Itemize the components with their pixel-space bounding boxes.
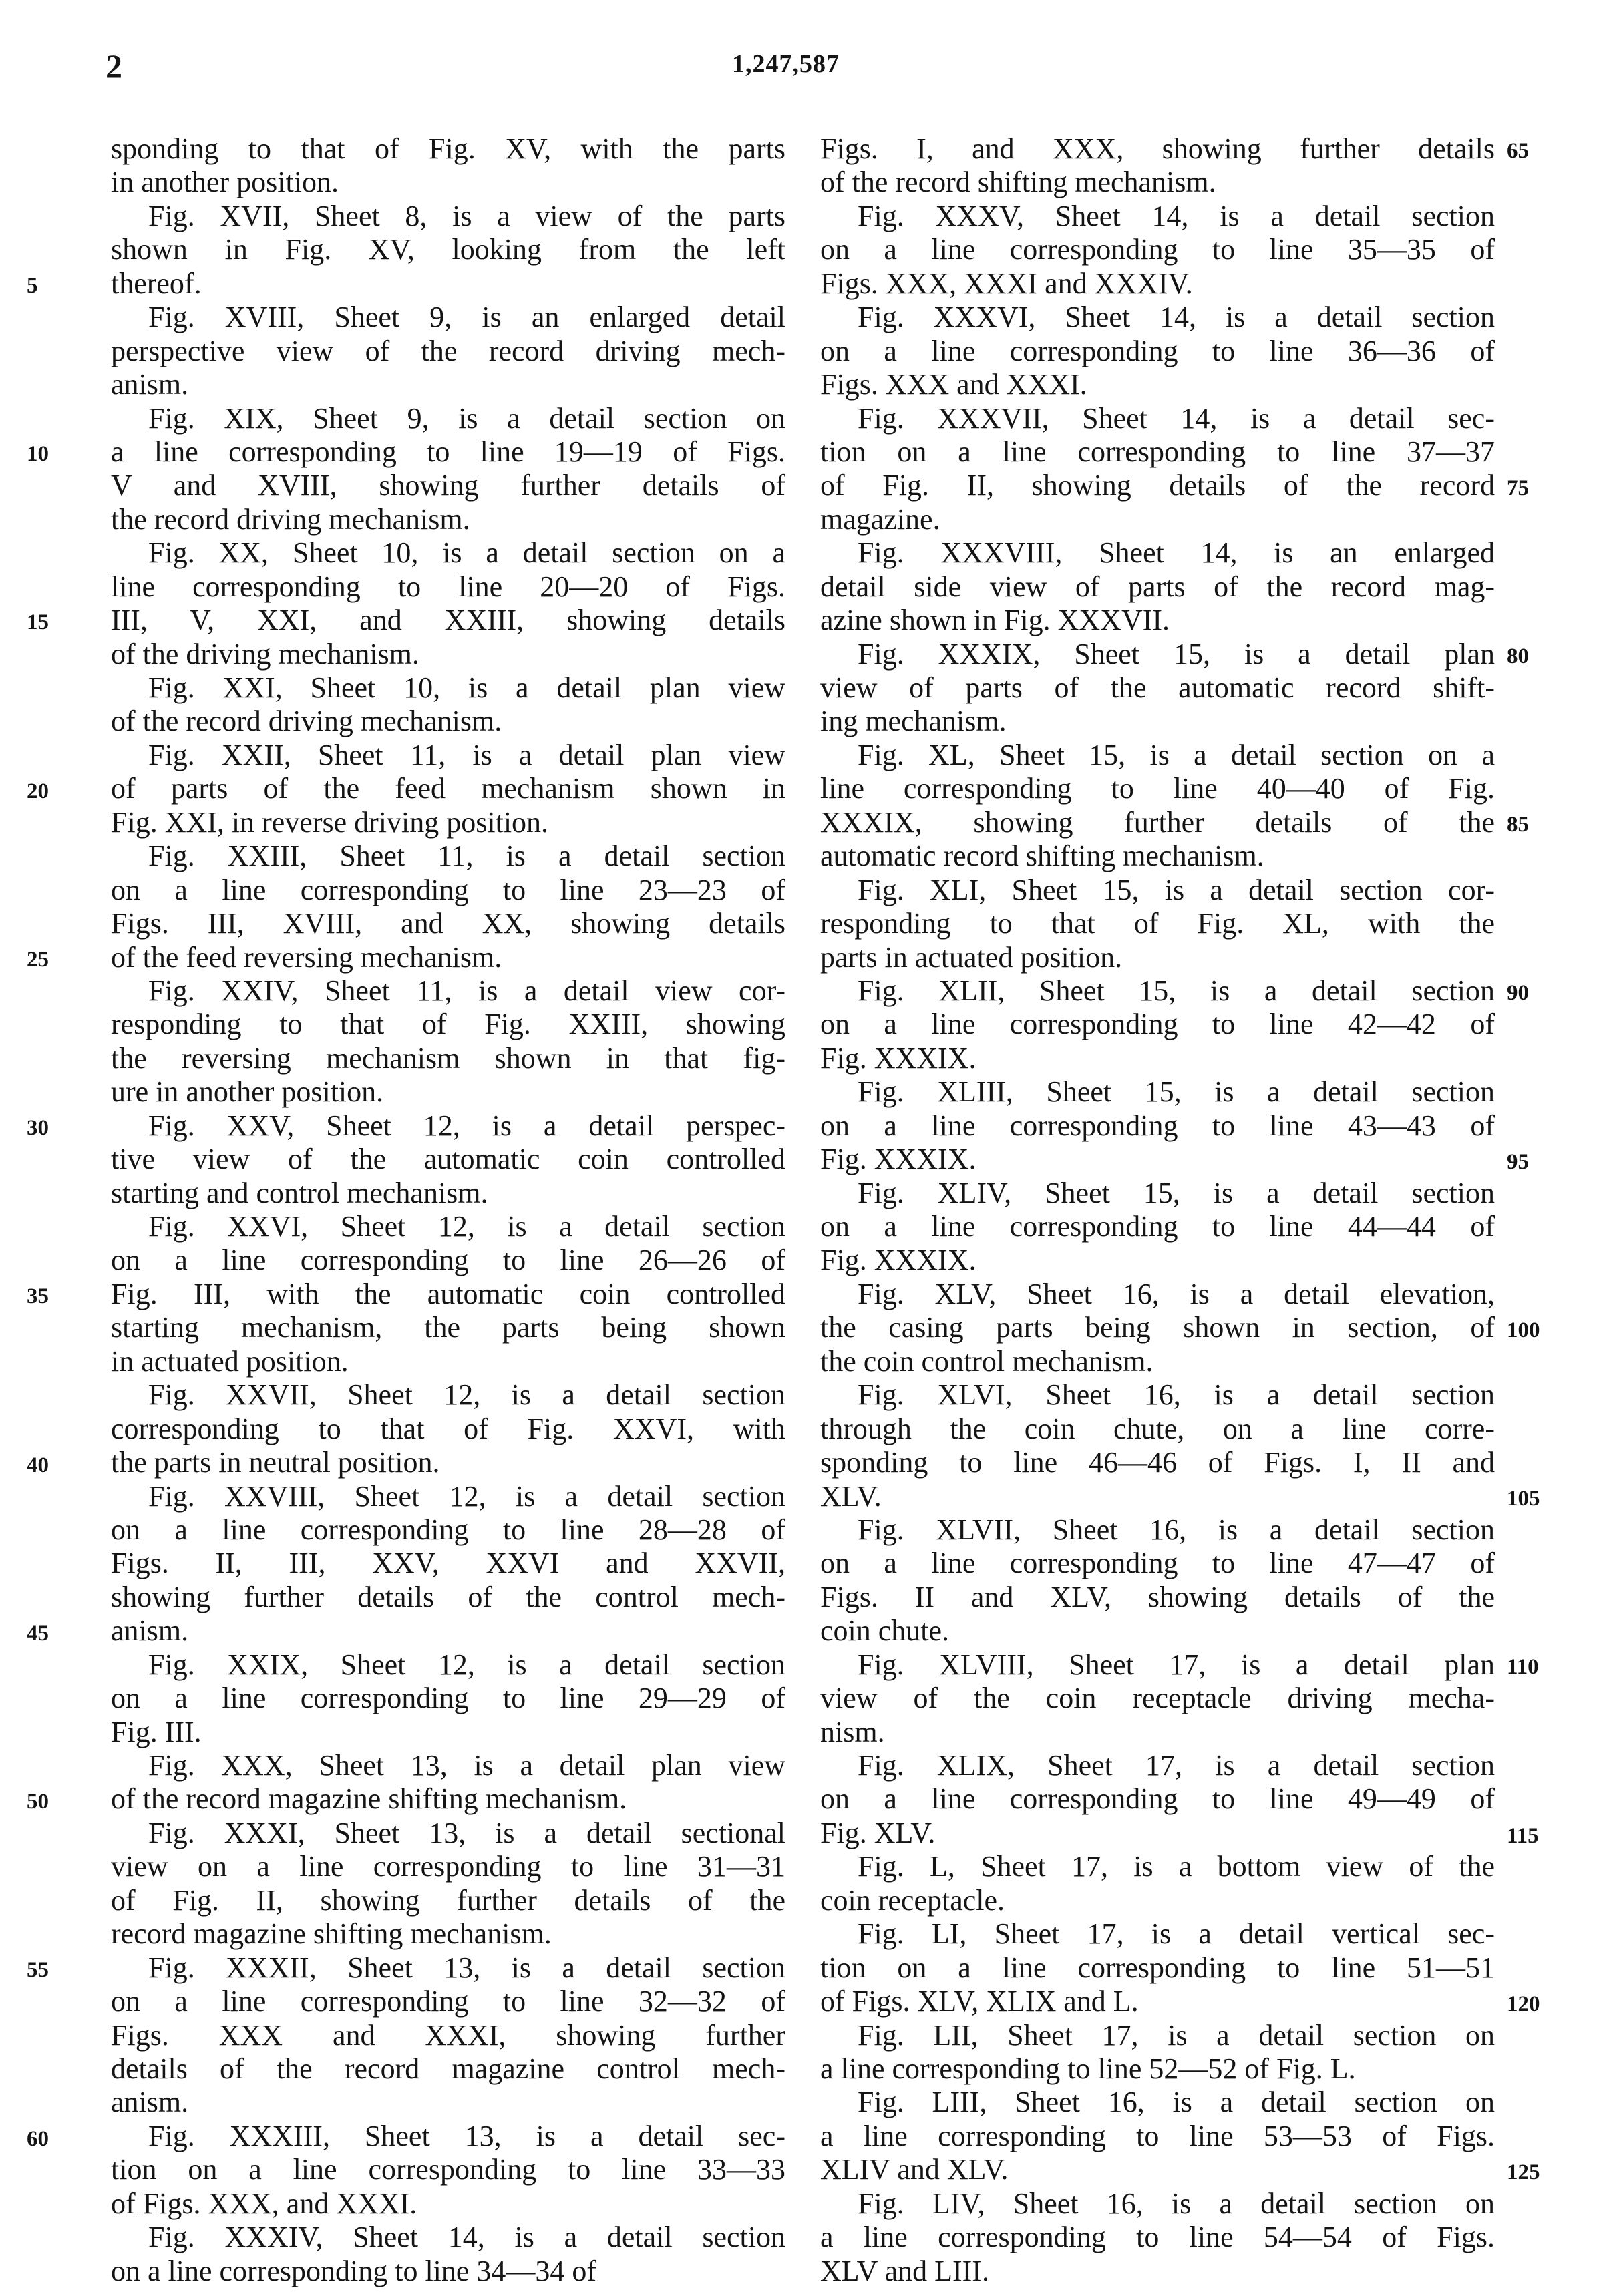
line-number: 95 — [1507, 1149, 1529, 1174]
text-line: Fig. XXXII, Sheet 13, is a detail section — [148, 1951, 785, 1984]
text-line: responding to that of Fig. XXIII, showing — [111, 1008, 785, 1041]
text-line: Fig. XXXVII, Sheet 14, is a detail sec- — [858, 401, 1495, 435]
line-number: 45 — [27, 1621, 49, 1646]
text-line: the parts in neutral position. — [111, 1446, 440, 1479]
text-line: Fig. XXXVIII, Sheet 14, is an enlarged — [858, 536, 1495, 570]
text-line: in another position. — [111, 166, 339, 199]
text-line: on a line corresponding to line 42—42 of — [820, 1008, 1495, 1041]
text-line: Fig. XLIV, Sheet 15, is a detail section — [858, 1176, 1495, 1209]
text-line: Figs. I, and XXX, showing further details — [820, 132, 1495, 165]
text-line: Fig. XXI, Sheet 10, is a detail plan view — [148, 671, 785, 704]
text-line: thereof. — [111, 266, 202, 300]
text-line: showing further details of the control mech- — [111, 1580, 785, 1613]
text-line: XXXIX, showing further details of the — [820, 805, 1495, 839]
text-line: starting mechanism, the parts being shown — [111, 1311, 785, 1344]
line-number: 100 — [1507, 1318, 1540, 1342]
text-line: ure in another position. — [111, 1075, 384, 1109]
text-line: Fig. LIII, Sheet 16, is a detail section on — [858, 2086, 1495, 2119]
text-line: Fig. XVIII, Sheet 9, is an enlarged detail — [148, 301, 785, 334]
text-line: Fig. XLIII, Sheet 15, is a detail section — [858, 1075, 1495, 1109]
text-line: view on a line corresponding to line 31—31 — [111, 1850, 785, 1883]
text-line: automatic record shifting mechanism. — [820, 839, 1264, 873]
text-line: magazine. — [820, 502, 940, 536]
line-number: 35 — [27, 1284, 49, 1309]
text-line: Fig. XLVII, Sheet 16, is a detail section — [858, 1513, 1495, 1546]
text-line: Fig. XLVI, Sheet 16, is a detail section — [858, 1378, 1495, 1412]
text-line: a line corresponding to line 19—19 of Figs. — [111, 435, 785, 468]
line-number: 90 — [1507, 981, 1529, 1006]
text-line: XLIV and XLV. — [820, 2153, 1009, 2186]
text-line: Fig. XXIX, Sheet 12, is a detail section — [148, 1648, 785, 1681]
text-line: Fig. XL, Sheet 15, is a detail section on a — [858, 738, 1495, 771]
text-line: anism. — [111, 1614, 189, 1648]
text-line: Figs. XXX, XXXI and XXXIV. — [820, 266, 1193, 300]
text-line: Fig. XXXV, Sheet 14, is a detail section — [858, 199, 1495, 232]
text-line: Fig. XLII, Sheet 15, is a detail section — [858, 974, 1495, 1007]
text-line: on a line corresponding to line 23—23 of — [111, 873, 785, 906]
text-line: on a line corresponding to line 34—34 of — [111, 2254, 597, 2287]
text-line: Fig. XXX, Sheet 13, is a detail plan view — [148, 1749, 785, 1782]
text-line: through the coin chute, on a line corre- — [820, 1412, 1495, 1445]
text-line: Fig. XX, Sheet 10, is a detail section on a — [148, 536, 785, 570]
line-number: 125 — [1507, 2160, 1540, 2184]
text-line: Fig. XXXVI, Sheet 14, is a detail section — [858, 301, 1495, 334]
text-line: Fig. LI, Sheet 17, is a detail vertical sec- — [858, 1917, 1495, 1951]
line-number: 75 — [1507, 475, 1529, 500]
text-line: Fig. XXXIX. — [820, 1243, 976, 1277]
text-line: Fig. III. — [111, 1715, 202, 1748]
text-line: Fig. XXV, Sheet 12, is a detail perspec- — [148, 1109, 785, 1142]
text-line: of the record magazine shifting mechanism. — [111, 1782, 627, 1816]
text-line: nism. — [820, 1715, 885, 1748]
line-number: 30 — [27, 1116, 49, 1141]
text-line: of the record shifting mechanism. — [820, 166, 1216, 199]
text-line: Fig. XLIX, Sheet 17, is a detail section — [858, 1749, 1495, 1782]
text-line: on a line corresponding to line 26—26 of — [111, 1243, 785, 1277]
text-line: Figs. III, XVIII, and XX, showing details — [111, 907, 785, 940]
text-line: Fig. XLV, Sheet 16, is a detail elevation, — [858, 1277, 1495, 1310]
text-line: on a line corresponding to line 47—47 of — [820, 1547, 1495, 1580]
line-number: 110 — [1507, 1655, 1539, 1680]
line-number: 105 — [1507, 1487, 1540, 1511]
page-number: 2 — [106, 47, 122, 85]
text-line: sponding to line 46—46 of Figs. I, II and — [820, 1446, 1495, 1479]
text-line: Fig. XXXI, Sheet 13, is a detail sectional — [148, 1816, 785, 1849]
text-line: in actuated position. — [111, 1344, 349, 1378]
line-number: 25 — [27, 947, 49, 972]
text-line: the record driving mechanism. — [111, 502, 470, 536]
text-line: a line corresponding to line 54—54 of Figs. — [820, 2221, 1495, 2254]
line-number: 55 — [27, 1958, 49, 1983]
text-line: view of the coin receptacle driving mecha- — [820, 1682, 1495, 1715]
line-number: 40 — [27, 1453, 49, 1477]
line-number: 60 — [27, 2126, 49, 2151]
text-line: view of parts of the automatic record shift- — [820, 671, 1495, 704]
text-line: of the record driving mechanism. — [111, 705, 502, 738]
left-text-column — [111, 132, 785, 2288]
text-line: Fig. XXIII, Sheet 11, is a detail section — [148, 839, 785, 873]
text-line: Fig. XLV. — [820, 1816, 936, 1849]
text-line: a line corresponding to line 52—52 of Fig. L. — [820, 2052, 1356, 2085]
text-line: Fig. XXXIX. — [820, 1143, 976, 1176]
text-line: anism. — [111, 368, 189, 401]
text-line: Fig. XXXIX, Sheet 15, is a detail plan — [858, 637, 1495, 671]
text-line: Fig. XXII, Sheet 11, is a detail plan view — [148, 738, 785, 771]
text-line: tion on a line corresponding to line 37—37 — [820, 435, 1495, 468]
line-number: 65 — [1507, 139, 1529, 163]
text-line: on a line corresponding to line 35—35 of — [820, 233, 1495, 266]
text-line: tion on a line corresponding to line 51—51 — [820, 1951, 1495, 1984]
text-line: of parts of the feed mechanism shown in — [111, 772, 785, 805]
line-number: 5 — [27, 273, 38, 298]
line-number: 15 — [27, 610, 49, 635]
text-line: XLV and LIII. — [820, 2254, 989, 2287]
text-line: Fig. XLVIII, Sheet 17, is a detail plan — [858, 1648, 1495, 1681]
right-text-column — [820, 132, 1495, 2288]
text-line: Fig. III, with the automatic coin controlled — [111, 1277, 785, 1310]
text-line: on a line corresponding to line 44—44 of — [820, 1210, 1495, 1243]
text-line: on a line corresponding to line 32—32 of — [111, 1985, 785, 2018]
line-number: 80 — [1507, 644, 1529, 668]
line-number: 20 — [27, 779, 49, 803]
text-line: Fig. XIX, Sheet 9, is a detail section on — [148, 401, 785, 435]
text-line: Fig. XXXIII, Sheet 13, is a detail sec- — [148, 2119, 785, 2152]
text-line: of the driving mechanism. — [111, 637, 419, 671]
text-line: Figs. II, III, XXV, XXVI and XXVII, — [111, 1547, 785, 1580]
text-line: Fig. XXVII, Sheet 12, is a detail section — [148, 1378, 785, 1412]
text-line: V and XVIII, showing further details of — [111, 469, 785, 502]
text-line: the reversing mechanism shown in that fig- — [111, 1041, 785, 1075]
text-line: XLV. — [820, 1479, 882, 1513]
text-line: ing mechanism. — [820, 705, 1007, 738]
text-line: parts in actuated position. — [820, 940, 1123, 974]
text-line: Fig. XLI, Sheet 15, is a detail section cor- — [858, 873, 1495, 906]
text-line: on a line corresponding to line 29—29 of — [111, 1682, 785, 1715]
text-line: coin chute. — [820, 1614, 950, 1648]
text-line: a line corresponding to line 53—53 of Figs. — [820, 2119, 1495, 2152]
text-line: starting and control mechanism. — [111, 1176, 488, 1209]
line-number: 85 — [1507, 813, 1529, 837]
text-line: Figs. XXX and XXXI. — [820, 368, 1087, 401]
text-line: coin receptacle. — [820, 1883, 1005, 1917]
line-number: 50 — [27, 1790, 49, 1814]
line-number: 10 — [27, 442, 49, 467]
text-line: Figs. II and XLV, showing details of the — [820, 1580, 1495, 1613]
text-line: Fig. XXIV, Sheet 11, is a detail view cor- — [148, 974, 785, 1007]
text-line: line corresponding to line 40—40 of Fig. — [820, 772, 1495, 805]
text-line: azine shown in Fig. XXXVII. — [820, 604, 1170, 637]
text-line: shown in Fig. XV, looking from the left — [111, 233, 785, 266]
text-line: Figs. XXX and XXXI, showing further — [111, 2018, 785, 2052]
text-line: line corresponding to line 20—20 of Figs. — [111, 570, 785, 603]
text-line: Fig. LIV, Sheet 16, is a detail section on — [858, 2186, 1495, 2220]
text-line: perspective view of the record driving mech- — [111, 334, 785, 367]
text-line: on a line corresponding to line 36—36 of — [820, 334, 1495, 367]
text-line: tion on a line corresponding to line 33—33 — [111, 2153, 785, 2186]
text-line: record magazine shifting mechanism. — [111, 1917, 552, 1951]
text-line: of Fig. II, showing details of the record — [820, 469, 1495, 502]
text-line: tive view of the automatic coin controlled — [111, 1143, 785, 1176]
text-line: Fig. LII, Sheet 17, is a detail section on — [858, 2018, 1495, 2052]
text-line: on a line corresponding to line 43—43 of — [820, 1109, 1495, 1142]
text-line: of Figs. XXX, and XXXI. — [111, 2186, 417, 2220]
text-line: Fig. XXI, in reverse driving position. — [111, 805, 549, 839]
text-line: details of the record magazine control mech- — [111, 2052, 785, 2085]
text-line: detail side view of parts of the record mag- — [820, 570, 1495, 603]
patent-number: 1,247,587 — [732, 50, 840, 78]
text-line: III, V, XXI, and XXIII, showing details — [111, 604, 785, 637]
text-line: the casing parts being shown in section, of — [820, 1311, 1495, 1344]
text-line: of Figs. XLV, XLIX and L. — [820, 1985, 1139, 2018]
text-line: responding to that of Fig. XL, with the — [820, 907, 1495, 940]
text-line: on a line corresponding to line 49—49 of — [820, 1782, 1495, 1816]
text-line: Fig. XVII, Sheet 8, is a view of the parts — [148, 199, 785, 232]
line-number: 115 — [1507, 1823, 1539, 1848]
text-line: the coin control mechanism. — [820, 1344, 1153, 1378]
text-line: Fig. XXXIX. — [820, 1041, 976, 1075]
text-line: of the feed reversing mechanism. — [111, 940, 502, 974]
text-line: anism. — [111, 2086, 189, 2119]
text-line: of Fig. II, showing further details of the — [111, 1883, 785, 1917]
line-number: 120 — [1507, 1991, 1540, 2016]
text-line: corresponding to that of Fig. XXVI, with — [111, 1412, 785, 1445]
text-line: Fig. XXVI, Sheet 12, is a detail section — [148, 1210, 785, 1243]
text-line: Fig. L, Sheet 17, is a bottom view of the — [858, 1850, 1495, 1883]
text-line: Fig. XXXIV, Sheet 14, is a detail section — [148, 2221, 785, 2254]
text-line: Fig. XXVIII, Sheet 12, is a detail section — [148, 1479, 785, 1513]
text-line: on a line corresponding to line 28—28 of — [111, 1513, 785, 1546]
text-line: sponding to that of Fig. XV, with the parts — [111, 132, 785, 165]
